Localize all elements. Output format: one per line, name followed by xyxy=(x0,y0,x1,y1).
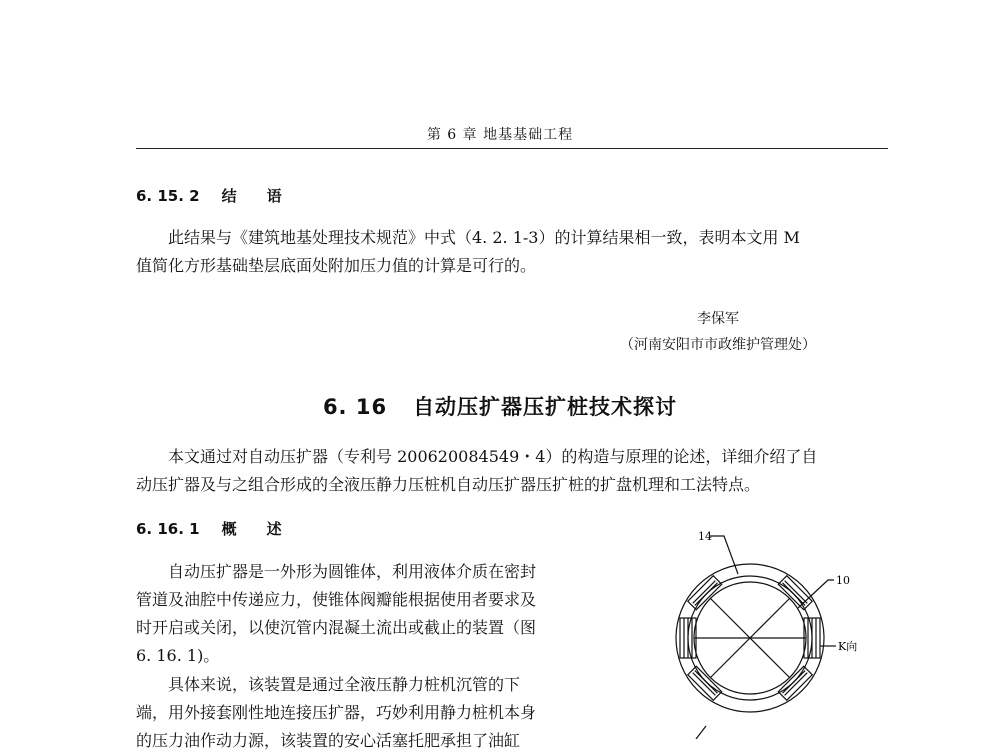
header-rule xyxy=(136,148,888,149)
body-line: 自动压扩器是一外形为圆锥体，利用液体介质在密封 xyxy=(168,562,537,581)
figure-label-10: 10 xyxy=(836,574,850,587)
section-number: 6. 16 xyxy=(322,395,388,419)
section-title-text: 自动压扩器压扩桩技术探讨 xyxy=(413,395,678,419)
overview-paragraph-2 xyxy=(136,671,606,755)
conclusion-line: 值简化方形基础垫层底面处附加压力值的计算是可行的。 xyxy=(136,256,537,275)
abstract-paragraph xyxy=(136,443,896,499)
author-affiliation: （河南安阳市市政维护管理处） xyxy=(620,337,816,353)
subsection-number: 6. 16. 1 xyxy=(136,520,200,538)
subsection-number: 6. 15. 2 xyxy=(136,187,200,205)
subsection-title: 概述 xyxy=(221,520,312,538)
figure-6-16-1-drawing xyxy=(660,520,900,739)
author-name: 李保军 xyxy=(697,311,739,327)
subsection-title: 结语 xyxy=(221,187,312,205)
abstract-line: 动压扩器及与之组合形成的全液压静力压桩机自动压扩器压扩桩的扩盘机理和工法特点。 xyxy=(136,475,761,494)
leader-bottom xyxy=(696,726,706,739)
running-head: 第 6 章 地基基础工程 xyxy=(426,127,574,143)
figure-label-k: K向 xyxy=(838,640,858,653)
body-line: 管道及油腔中传递应力，使锥体阀瓣能根据使用者要求及 xyxy=(136,590,537,609)
figure-label-14: 14 xyxy=(698,530,712,543)
subsection-6-16-1-heading xyxy=(136,518,312,539)
body-line: 的压力油作动力源，该装置的安心活塞托肥承担了油缸 xyxy=(136,731,521,750)
body-line: 时开启或关闭，以使沉管内混凝土流出或截止的装置（图 xyxy=(136,618,537,637)
abstract-line: 本文通过对自动压扩器（专利号 200620084549・4）的构造与原理的论述，详细介绍了自 xyxy=(168,447,818,466)
section-6-16-title xyxy=(0,391,1000,421)
author-block xyxy=(600,306,836,358)
conclusion-line: 此结果与《建筑地基处理技术规范》中式（4. 2. 1-3）的计算结果相一致，表明本文用 M xyxy=(168,228,800,247)
subsection-6-15-2-heading xyxy=(136,185,312,206)
body-line: 6. 16. 1)。 xyxy=(136,646,220,665)
conclusion-paragraph xyxy=(136,224,896,280)
body-line: 端，用外接套刚性地连接压扩器，巧妙利用静力桩机本身 xyxy=(136,703,537,722)
body-line: 具体来说，该装置是通过全液压静力桩机沉管的下 xyxy=(168,675,521,694)
overview-paragraph-1 xyxy=(136,558,606,670)
